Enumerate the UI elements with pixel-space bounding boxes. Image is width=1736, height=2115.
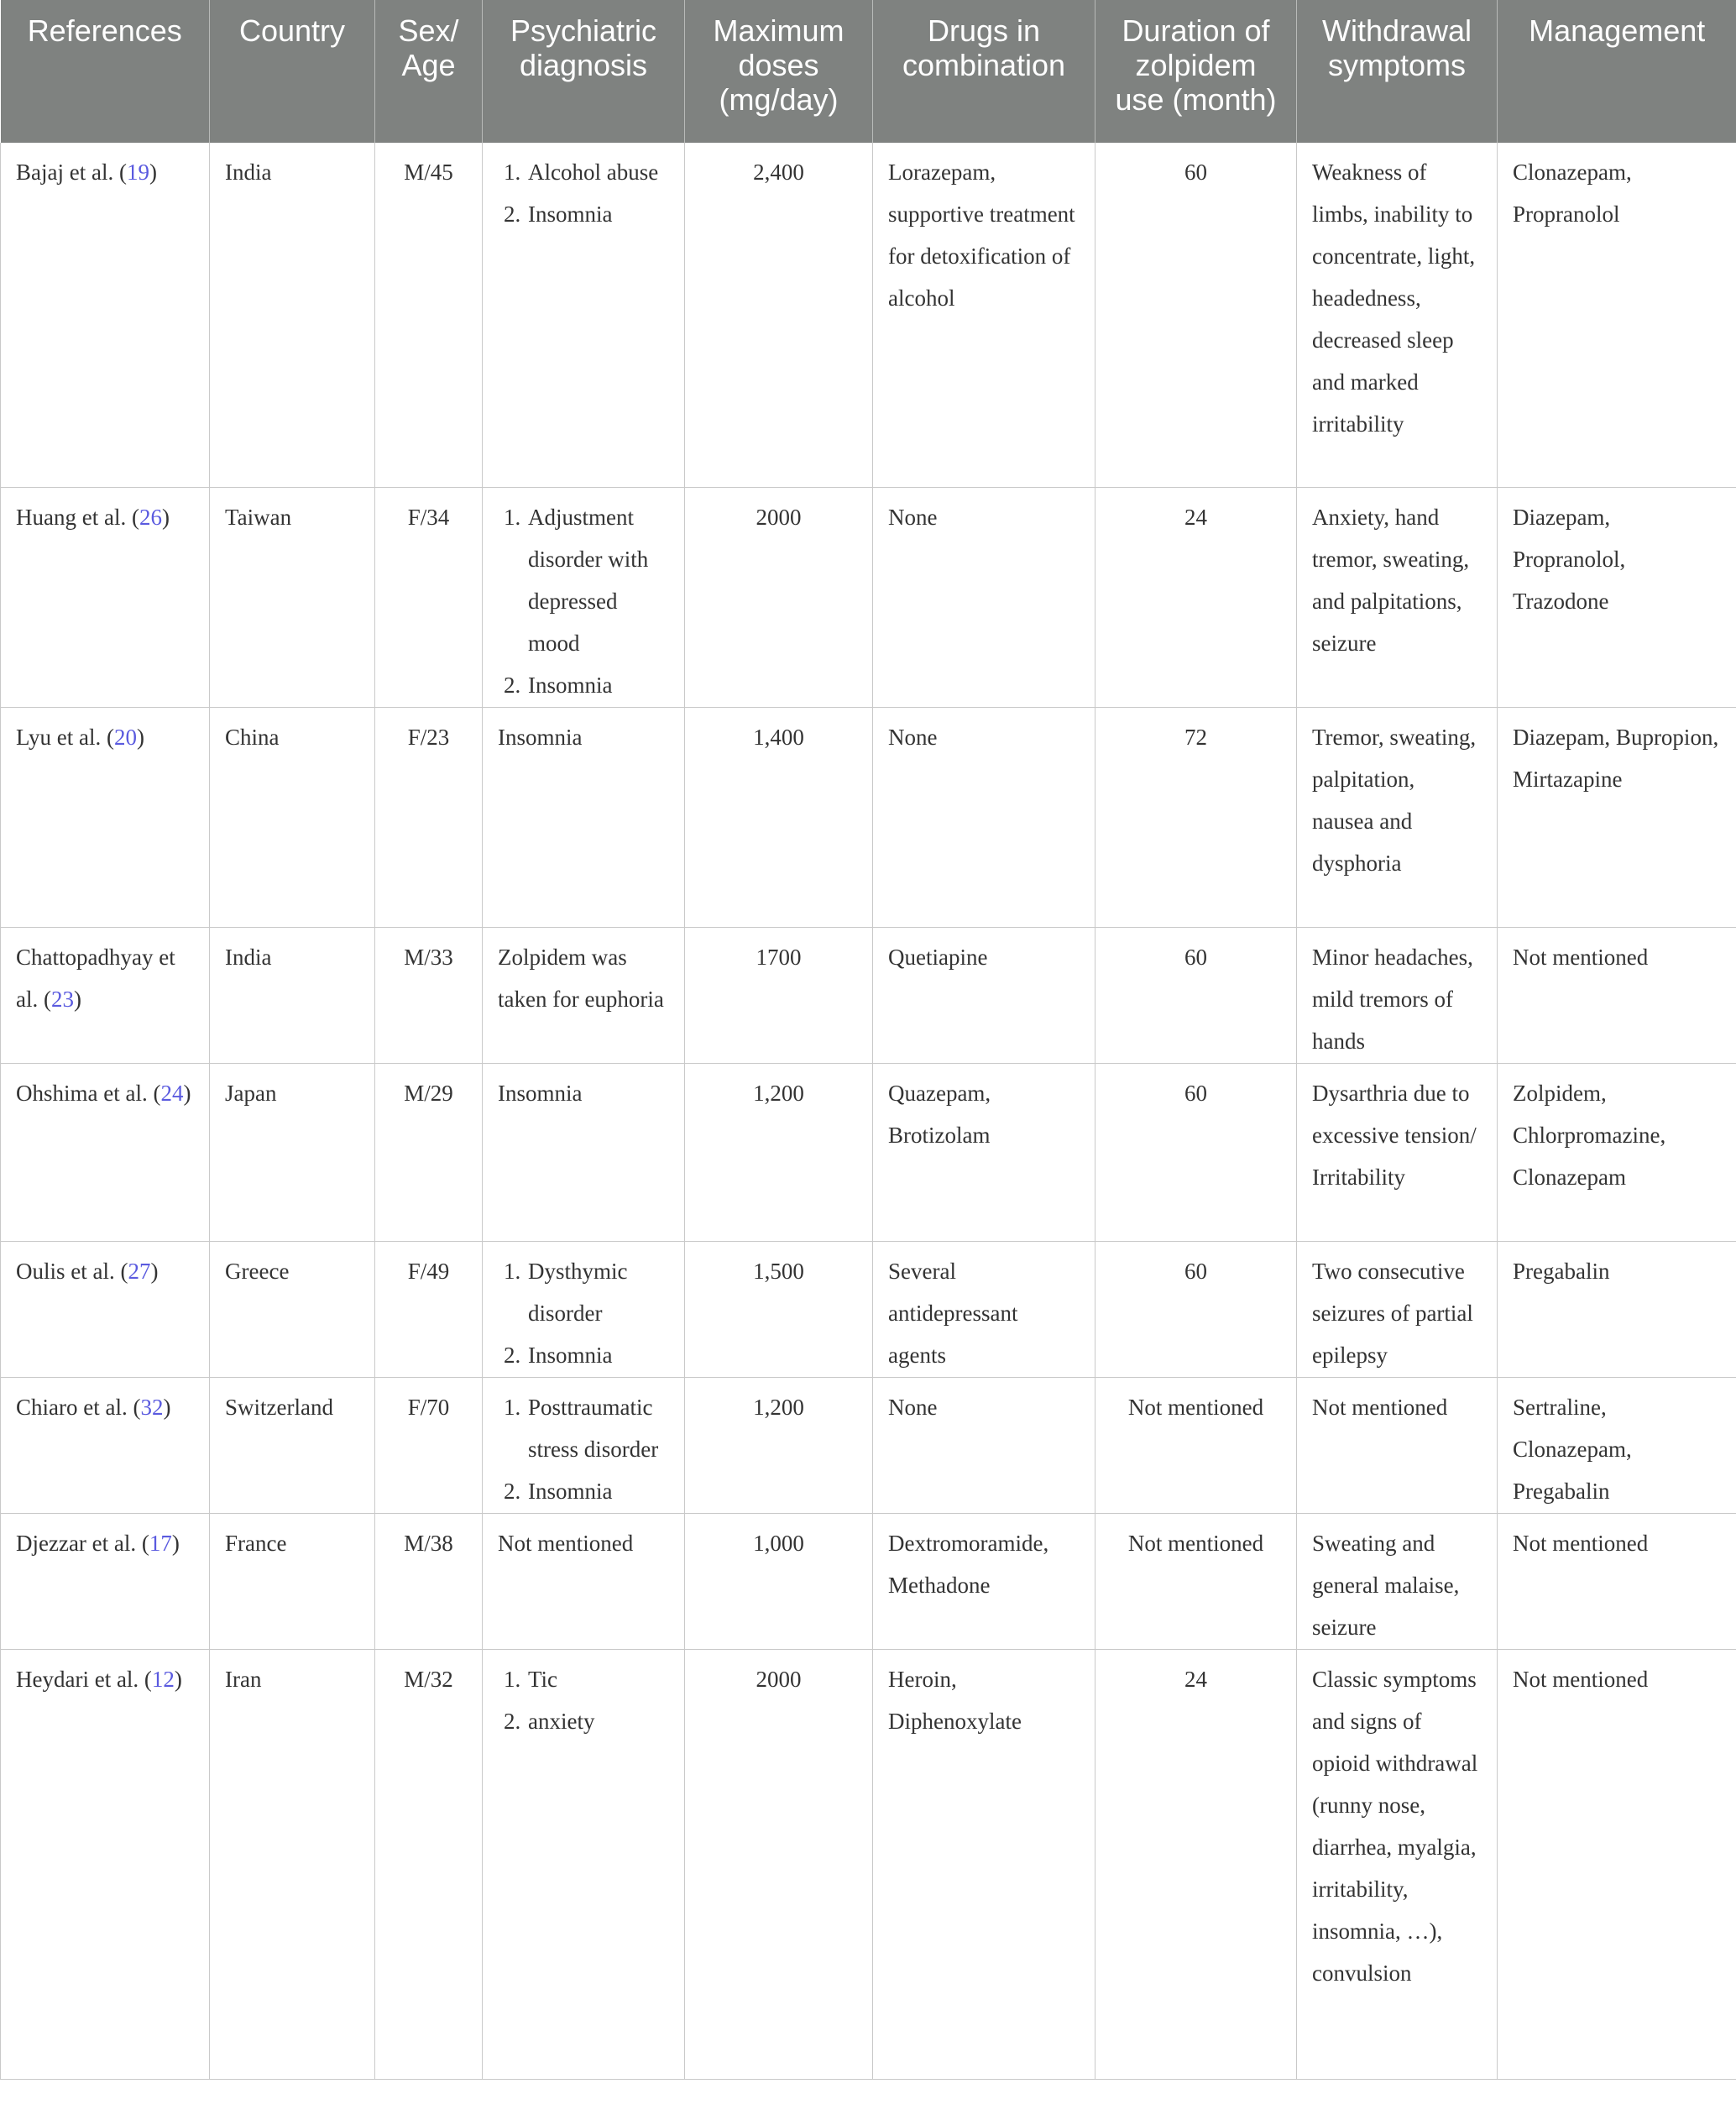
table-row <box>1 1063 1736 1241</box>
table-row <box>1 1649 1736 2079</box>
diagnosis-item: 2. anxiety <box>526 1700 669 1742</box>
diagnosis-list <box>498 151 669 235</box>
cell-withdrawal-symptoms: Minor headaches, mild tremors of hands <box>1297 927 1498 1063</box>
reference-close-paren: ) <box>73 986 81 1012</box>
diagnosis-item: 1. Dysthymic disorder <box>526 1250 669 1334</box>
cell-management: Not mentioned <box>1498 1649 1736 2079</box>
table-row <box>1 927 1736 1063</box>
reference-close-paren: ) <box>149 160 157 185</box>
cell-maximum-dose: 2000 <box>685 487 873 707</box>
cell-drugs-in-combination: Heroin, Diphenoxylate <box>873 1649 1095 2079</box>
cell-maximum-dose: 1,200 <box>685 1063 873 1241</box>
header-psychiatric-diagnosis: Psychiatric diagnosis <box>483 0 685 143</box>
reference-author: Ohshima et al. ( <box>16 1080 161 1106</box>
cell-withdrawal-symptoms: Weakness of limbs, inability to concentrate, light, headedness, decreased sleep and marked irritability <box>1297 143 1498 487</box>
cell-maximum-dose: 1,400 <box>685 707 873 927</box>
reference-number-link[interactable]: 19 <box>126 160 149 185</box>
cell-country: China <box>210 707 375 927</box>
cell-sex-age: M/29 <box>375 1063 483 1241</box>
cell-duration: 24 <box>1095 1649 1297 2079</box>
cell-management: Not mentioned <box>1498 1513 1736 1649</box>
cell-sex-age: F/34 <box>375 487 483 707</box>
cell-country: Taiwan <box>210 487 375 707</box>
cell-psychiatric-diagnosis: Insomnia <box>483 1063 685 1241</box>
diagnosis-item: 1. Adjustment disorder with depressed mood <box>526 496 669 664</box>
reference-author: Heydari et al. ( <box>16 1666 152 1692</box>
cell-maximum-dose: 1,500 <box>685 1241 873 1377</box>
cell-drugs-in-combination: Several antidepressant agents <box>873 1241 1095 1377</box>
reference-author: Bajaj et al. ( <box>16 160 127 185</box>
cell-withdrawal-symptoms: Not mentioned <box>1297 1377 1498 1513</box>
reference-number-link[interactable]: 17 <box>149 1530 172 1556</box>
cell-sex-age: F/23 <box>375 707 483 927</box>
cell-withdrawal-symptoms: Classic symptoms and signs of opioid withdrawal (runny nose, diarrhea, myalgia, irritability, insomnia, …), convulsion <box>1297 1649 1498 2079</box>
reference-number-link[interactable]: 26 <box>139 504 162 530</box>
reference-close-paren: ) <box>174 1666 182 1692</box>
cell-reference <box>1 1063 210 1241</box>
cell-reference <box>1 1649 210 2079</box>
cell-drugs-in-combination: None <box>873 1377 1095 1513</box>
cell-reference <box>1 1513 210 1649</box>
header-drugs-in-combination: Drugs in combination <box>873 0 1095 143</box>
diagnosis-item: 2. Insomnia <box>526 1470 669 1512</box>
header-maximum-doses: Maximum doses (mg/day) <box>685 0 873 143</box>
cell-sex-age: M/33 <box>375 927 483 1063</box>
cell-duration: 24 <box>1095 487 1297 707</box>
cell-management: Pregabalin <box>1498 1241 1736 1377</box>
cell-sex-age: M/38 <box>375 1513 483 1649</box>
cell-duration: 60 <box>1095 1241 1297 1377</box>
cell-duration: Not mentioned <box>1095 1377 1297 1513</box>
diagnosis-item: 2. Insomnia <box>526 664 669 706</box>
reference-author: Djezzar et al. ( <box>16 1530 149 1556</box>
cell-psychiatric-diagnosis: Insomnia <box>483 707 685 927</box>
header-withdrawal-symptoms: Withdrawal symptoms <box>1297 0 1498 143</box>
reference-number-link[interactable]: 24 <box>160 1080 184 1106</box>
reference-number-link[interactable]: 20 <box>113 724 137 750</box>
cell-country: India <box>210 143 375 487</box>
diagnosis-list <box>498 1386 669 1512</box>
cell-drugs-in-combination: Lorazepam, supportive treatment for detoxification of alcohol <box>873 143 1095 487</box>
cell-management: Diazepam, Propranolol, Trazodone <box>1498 487 1736 707</box>
cell-management: Not mentioned <box>1498 927 1736 1063</box>
cell-drugs-in-combination: Dextromoramide, Methadone <box>873 1513 1095 1649</box>
cell-withdrawal-symptoms: Sweating and general malaise, seizure <box>1297 1513 1498 1649</box>
reference-number-link[interactable]: 12 <box>151 1666 175 1692</box>
header-sex-age: Sex/ Age <box>375 0 483 143</box>
header-duration: Duration of zolpidem use (month) <box>1095 0 1297 143</box>
header-references: References <box>1 0 210 143</box>
cell-sex-age: M/32 <box>375 1649 483 2079</box>
cell-reference <box>1 1377 210 1513</box>
header-management: Management <box>1498 0 1736 143</box>
cell-psychiatric-diagnosis <box>483 1241 685 1377</box>
cell-reference <box>1 707 210 927</box>
table-header-row <box>1 0 1736 143</box>
diagnosis-item: 1. Tic <box>526 1658 669 1700</box>
cell-maximum-dose: 2,400 <box>685 143 873 487</box>
cell-reference <box>1 1241 210 1377</box>
reference-close-paren: ) <box>163 1394 171 1420</box>
cell-reference <box>1 927 210 1063</box>
cell-duration: 60 <box>1095 143 1297 487</box>
reference-close-paren: ) <box>136 724 144 750</box>
cell-psychiatric-diagnosis <box>483 143 685 487</box>
diagnosis-list <box>498 496 669 706</box>
cell-psychiatric-diagnosis: Not mentioned <box>483 1513 685 1649</box>
diagnosis-list <box>498 1658 669 1742</box>
cell-drugs-in-combination: Quazepam, Brotizolam <box>873 1063 1095 1241</box>
cell-management: Sertraline, Clonazepam, Pregabalin <box>1498 1377 1736 1513</box>
cell-maximum-dose: 2000 <box>685 1649 873 2079</box>
table-row <box>1 143 1736 487</box>
reference-author: Chiaro et al. ( <box>16 1394 141 1420</box>
cell-drugs-in-combination: None <box>873 707 1095 927</box>
diagnosis-item: 2. Insomnia <box>526 193 669 235</box>
cell-duration: 60 <box>1095 1063 1297 1241</box>
cell-country: Iran <box>210 1649 375 2079</box>
cell-withdrawal-symptoms: Two consecutive seizures of partial epilepsy <box>1297 1241 1498 1377</box>
cell-duration: 72 <box>1095 707 1297 927</box>
cell-management: Clonazepam, Propranolol <box>1498 143 1736 487</box>
diagnosis-item: 1. Alcohol abuse <box>526 151 669 193</box>
reference-close-paren: ) <box>161 504 170 530</box>
table-row <box>1 1377 1736 1513</box>
diagnosis-list <box>498 1250 669 1376</box>
cell-psychiatric-diagnosis: Zolpidem was taken for euphoria <box>483 927 685 1063</box>
cell-reference <box>1 143 210 487</box>
reference-author: Oulis et al. ( <box>16 1258 128 1284</box>
header-country: Country <box>210 0 375 143</box>
reference-author: Huang et al. ( <box>16 504 139 530</box>
reference-close-paren: ) <box>183 1080 191 1106</box>
cell-drugs-in-combination: None <box>873 487 1095 707</box>
cell-reference <box>1 487 210 707</box>
cell-psychiatric-diagnosis <box>483 1649 685 2079</box>
cell-drugs-in-combination: Quetiapine <box>873 927 1095 1063</box>
cell-maximum-dose: 1,200 <box>685 1377 873 1513</box>
cell-duration: 60 <box>1095 927 1297 1063</box>
cell-withdrawal-symptoms: Tremor, sweating, palpitation, nausea and dysphoria <box>1297 707 1498 927</box>
table-row <box>1 707 1736 927</box>
diagnosis-item: 1. Posttraumatic stress disorder <box>526 1386 669 1470</box>
cell-psychiatric-diagnosis <box>483 487 685 707</box>
cell-sex-age: F/49 <box>375 1241 483 1377</box>
cell-maximum-dose: 1,000 <box>685 1513 873 1649</box>
table-row <box>1 1241 1736 1377</box>
cell-country: Greece <box>210 1241 375 1377</box>
cell-withdrawal-symptoms: Anxiety, hand tremor, sweating, and palpitations, seizure <box>1297 487 1498 707</box>
reference-number-link[interactable]: 23 <box>50 986 74 1012</box>
cell-sex-age: F/70 <box>375 1377 483 1513</box>
table-row <box>1 1513 1736 1649</box>
cell-country: France <box>210 1513 375 1649</box>
reference-number-link[interactable]: 32 <box>140 1394 164 1420</box>
reference-author: Chattopadhyay et al. ( <box>16 944 175 1012</box>
reference-close-paren: ) <box>150 1258 159 1284</box>
table-body <box>1 143 1736 2079</box>
cell-country: Japan <box>210 1063 375 1241</box>
table-row <box>1 487 1736 707</box>
cell-maximum-dose: 1700 <box>685 927 873 1063</box>
cell-sex-age: M/45 <box>375 143 483 487</box>
cell-withdrawal-symptoms: Dysarthria due to excessive tension/ Irritability <box>1297 1063 1498 1241</box>
reference-number-link[interactable]: 27 <box>128 1258 151 1284</box>
cell-country: India <box>210 927 375 1063</box>
reference-author: Lyu et al. ( <box>16 724 114 750</box>
cell-psychiatric-diagnosis <box>483 1377 685 1513</box>
cell-management: Zolpidem, Chlorpromazine, Clonazepam <box>1498 1063 1736 1241</box>
cell-duration: Not mentioned <box>1095 1513 1297 1649</box>
reference-close-paren: ) <box>171 1530 180 1556</box>
cell-country: Switzerland <box>210 1377 375 1513</box>
diagnosis-item: 2. Insomnia <box>526 1334 669 1376</box>
cell-management: Diazepam, Bupropion, Mirtazapine <box>1498 707 1736 927</box>
